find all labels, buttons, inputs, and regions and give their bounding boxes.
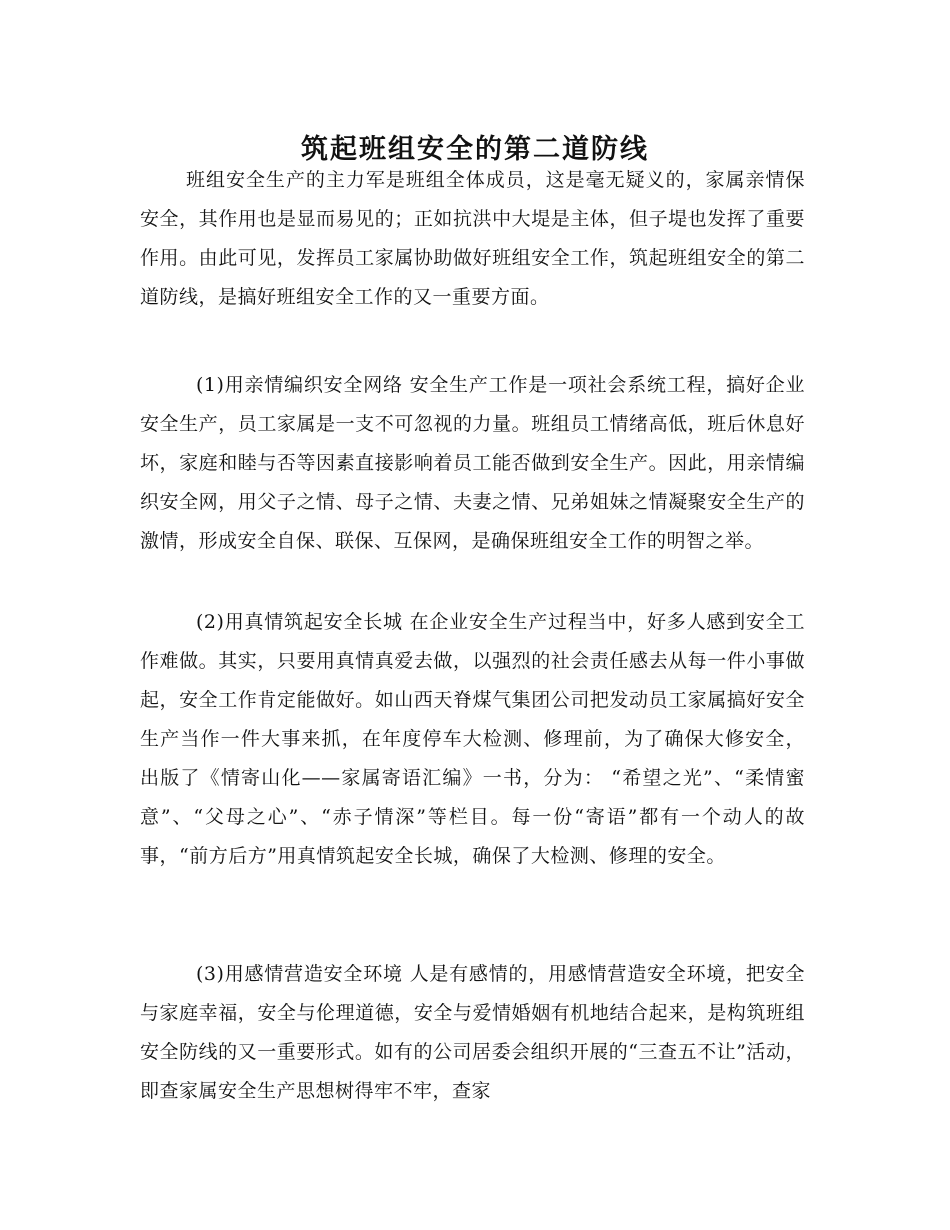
- page-title: 筑起班组安全的第二道防线: [301, 134, 649, 166]
- paragraph-intro: 班组安全生产的主力军是班组全体成员，这是毫无疑义的，家属亲情保安全，其作用也是显而易见的；正如抗洪中大堤是主体，但子堤也发挥了重要作用。由此可见，发挥员工家属协助做好班组安全工作，筑起班组安全的第二道防线，是搞好班组安全工作的又一重要方面。: [140, 169, 805, 308]
- paragraph-safety-great-wall: (2)用真情筑起安全长城 在企业安全生产过程当中，好多人感到安全工作难做。其实，只要用真情真爱去做，以强烈的社会责任感去从每一件小事做起，安全工作肯定能做好。如山西天脊煤气集团公司把发动员工家属搞好安全生产当作一件大事来抓，在年度停车大检测、修理前，为了确保大修安全， 出版了《情寄山化——家属寄语汇编》一书，分为： “希望之光”、“柔情蜜意”、“父母之心”、“赤子情深”等栏目。每一份“寄语”都有一个动人的故事，“前方后方”用真情筑起安全长城，确保了大检测、修理的安全。: [140, 611, 805, 867]
- paragraph-safety-environment: (3)用感情营造安全环境 人是有感情的，用感情营造安全环境，把安全与家庭幸福，安全与伦理道德，安全与爱情婚姻有机地结合起来，是构筑班组安全防线的又一重要形式。如有的公司居委会组织开展的“三查五不让”活动，即查家属安全生产思想树得牢不牢，查家: [140, 963, 805, 1102]
- paragraph-family-safety-network: (1)用亲情编织安全网络 安全生产工作是一项社会系统工程，搞好企业安全生产，员工家属是一支不可忽视的力量。班组员工情绪高低，班后休息好坏，家庭和睦与否等因素直接影响着员工能否做到安全生产。因此，用亲情编织安全网，用父子之情、母子之情、夫妻之情、兄弟姐妹之情凝聚安全生产的激情，形成安全自保、联保、互保网，是确保班组安全工作的明智之举。: [140, 374, 805, 552]
